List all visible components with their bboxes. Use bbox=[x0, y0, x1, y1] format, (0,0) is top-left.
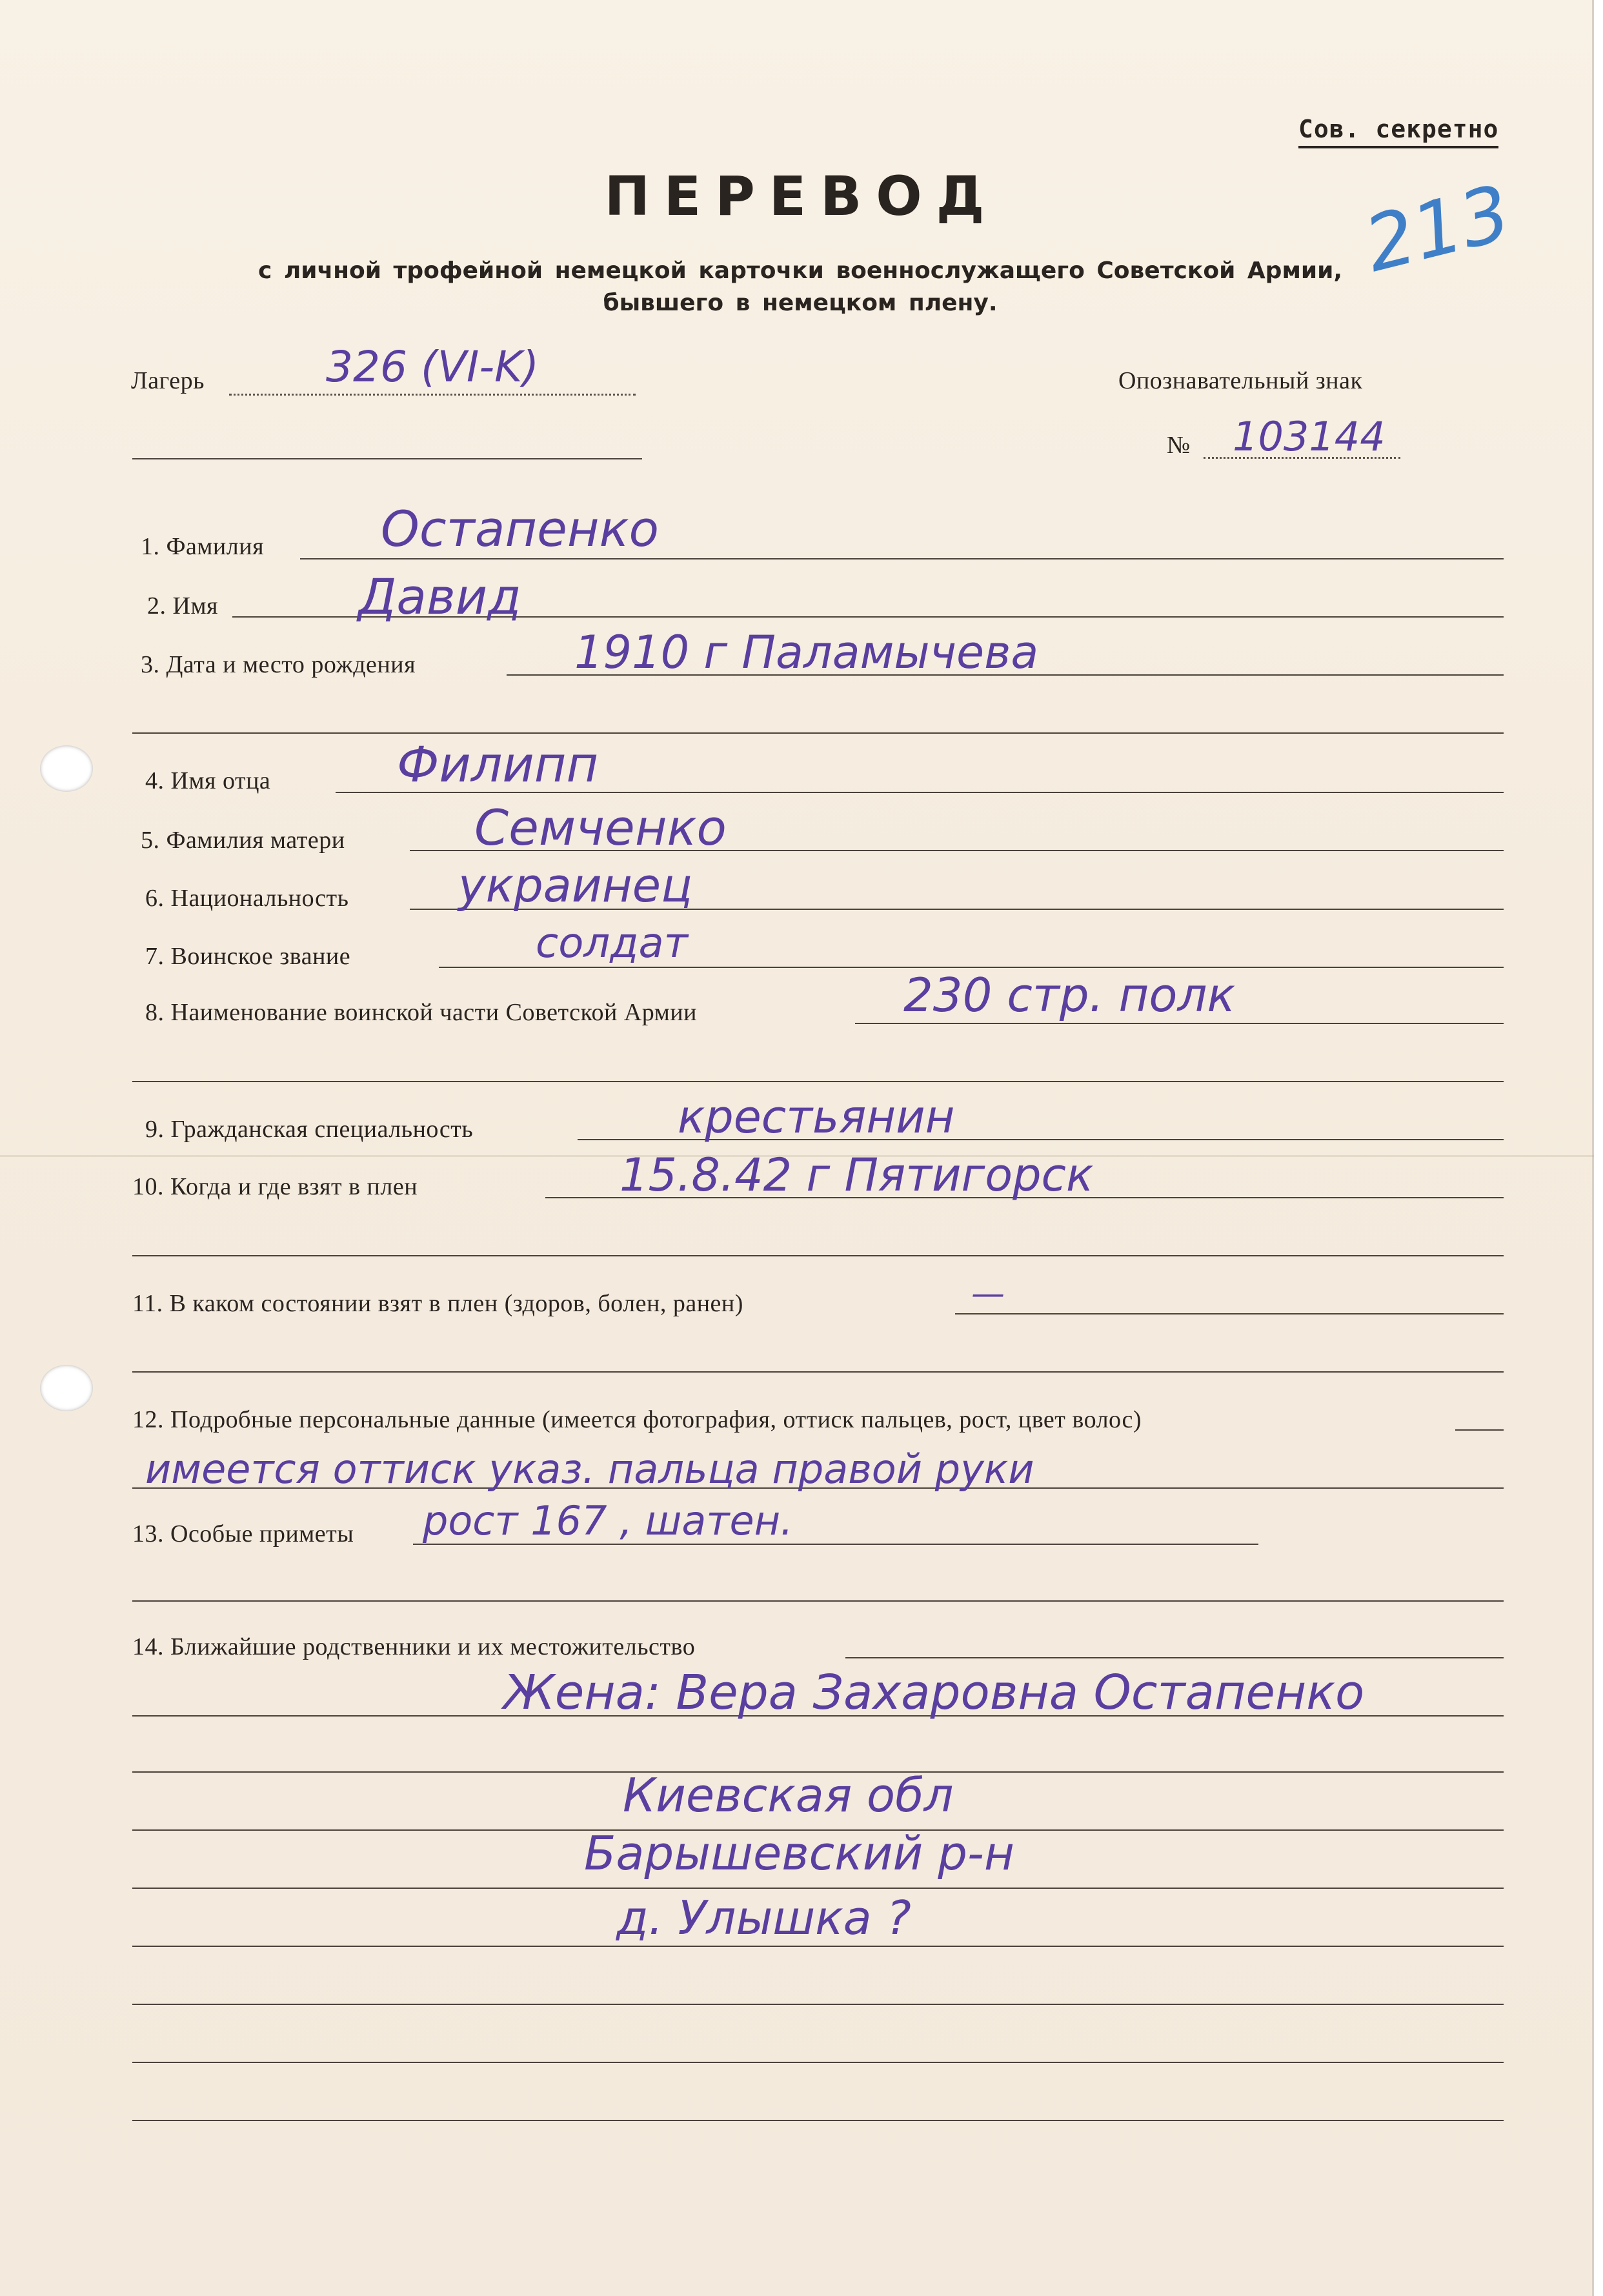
field-marks-value: рост 167 , шатен. bbox=[423, 1497, 793, 1544]
field-profession-value: крестьянин bbox=[678, 1091, 955, 1143]
field-unit-line bbox=[855, 1023, 1504, 1024]
field-condition-line bbox=[955, 1313, 1504, 1314]
punch-hole-top bbox=[40, 745, 93, 792]
relatives-line-5 bbox=[132, 1946, 1504, 1947]
field-father-label: 4. Имя отца bbox=[145, 767, 271, 794]
field-surname-line bbox=[300, 558, 1504, 559]
field-marks-line-2 bbox=[132, 1600, 1504, 1602]
field-relatives-line bbox=[845, 1657, 1504, 1658]
field-mother-value: Семченко bbox=[474, 799, 727, 856]
field-marks-label: 13. Особые приметы bbox=[132, 1520, 354, 1547]
field-profession-label: 9. Гражданская специальность bbox=[145, 1116, 474, 1143]
field-capture-line-2 bbox=[132, 1255, 1504, 1256]
field-surname-label: 1. Фамилия bbox=[141, 533, 265, 560]
document-subtitle bbox=[194, 255, 1407, 319]
field-birth-label: 3. Дата и место рождения bbox=[141, 651, 416, 678]
field-capture-label: 10. Когда и где взят в плен bbox=[132, 1173, 418, 1200]
camp-value: 326 (VI-K) bbox=[326, 342, 539, 392]
field-name-value: Давид bbox=[358, 568, 521, 625]
field-birth-line-2 bbox=[132, 732, 1504, 734]
field-father-value: Филипп bbox=[397, 736, 599, 793]
field-rank-label: 7. Воинское звание bbox=[145, 943, 351, 970]
id-number-label: № bbox=[1167, 432, 1191, 459]
id-tag-label: Опознавательный знак bbox=[1118, 367, 1363, 394]
relatives-line-6 bbox=[132, 2004, 1504, 2005]
document-title: ПЕРЕВОД bbox=[604, 165, 999, 228]
subtitle-line-1: с личной трофейной немецкой карточки военнослужащего Советской Армии, bbox=[257, 257, 1343, 284]
field-condition-line-2 bbox=[132, 1371, 1504, 1373]
relatives-line-7 bbox=[132, 2062, 1504, 2063]
relatives-value-1: Жена: Вера Захаровна Остапенко bbox=[503, 1665, 1365, 1720]
field-condition-value: — bbox=[971, 1274, 1005, 1313]
field-personal-data-line bbox=[1455, 1429, 1504, 1431]
camp-line-2 bbox=[132, 458, 642, 459]
punch-hole-bottom bbox=[40, 1365, 93, 1411]
relatives-value-4: д. Улышка ? bbox=[616, 1891, 911, 1945]
classification-mark: Сов. секретно bbox=[1298, 115, 1498, 148]
subtitle-line-2: бывшего в немецком плену. bbox=[603, 290, 998, 316]
field-personal-data-label: 12. Подробные персональные данные (имеется фотография, оттиск пальцев, рост, цвет волос) bbox=[132, 1406, 1142, 1433]
relatives-line-8 bbox=[132, 2120, 1504, 2121]
field-nationality-label: 6. Национальность bbox=[145, 885, 349, 912]
page-edge bbox=[1592, 0, 1603, 2296]
field-unit-value: 230 стр. полк bbox=[903, 968, 1235, 1022]
id-number-value: 103144 bbox=[1233, 413, 1386, 460]
field-capture-value: 15.8.42 г Пятигорск bbox=[620, 1149, 1094, 1202]
field-name-label: 2. Имя bbox=[147, 592, 218, 619]
field-rank-value: солдат bbox=[536, 920, 688, 967]
field-relatives-label: 14. Ближайшие родственники и их местожительство bbox=[132, 1633, 696, 1660]
relatives-value-2: Киевская обл bbox=[623, 1768, 954, 1822]
field-birth-value: 1910 г Паламычева bbox=[574, 626, 1039, 679]
field-condition-label: 11. В каком состоянии взят в плен (здоров, болен, ранен) bbox=[132, 1290, 743, 1317]
camp-line bbox=[229, 394, 636, 396]
relatives-value-3: Барышевский р-н bbox=[584, 1826, 1014, 1880]
relatives-line-4 bbox=[132, 1888, 1504, 1889]
field-surname-value: Остапенко bbox=[381, 500, 659, 558]
field-unit-label: 8. Наименование воинской части Советской Армии bbox=[145, 999, 697, 1026]
camp-label: Лагерь bbox=[131, 367, 205, 394]
field-mother-label: 5. Фамилия матери bbox=[141, 827, 345, 854]
field-personal-data-value: имеется оттиск указ. пальца правой руки bbox=[145, 1445, 1034, 1493]
handwritten-registry-number: 213 bbox=[1356, 167, 1519, 290]
field-nationality-value: украинец bbox=[458, 858, 693, 912]
field-unit-line-2 bbox=[132, 1081, 1504, 1082]
